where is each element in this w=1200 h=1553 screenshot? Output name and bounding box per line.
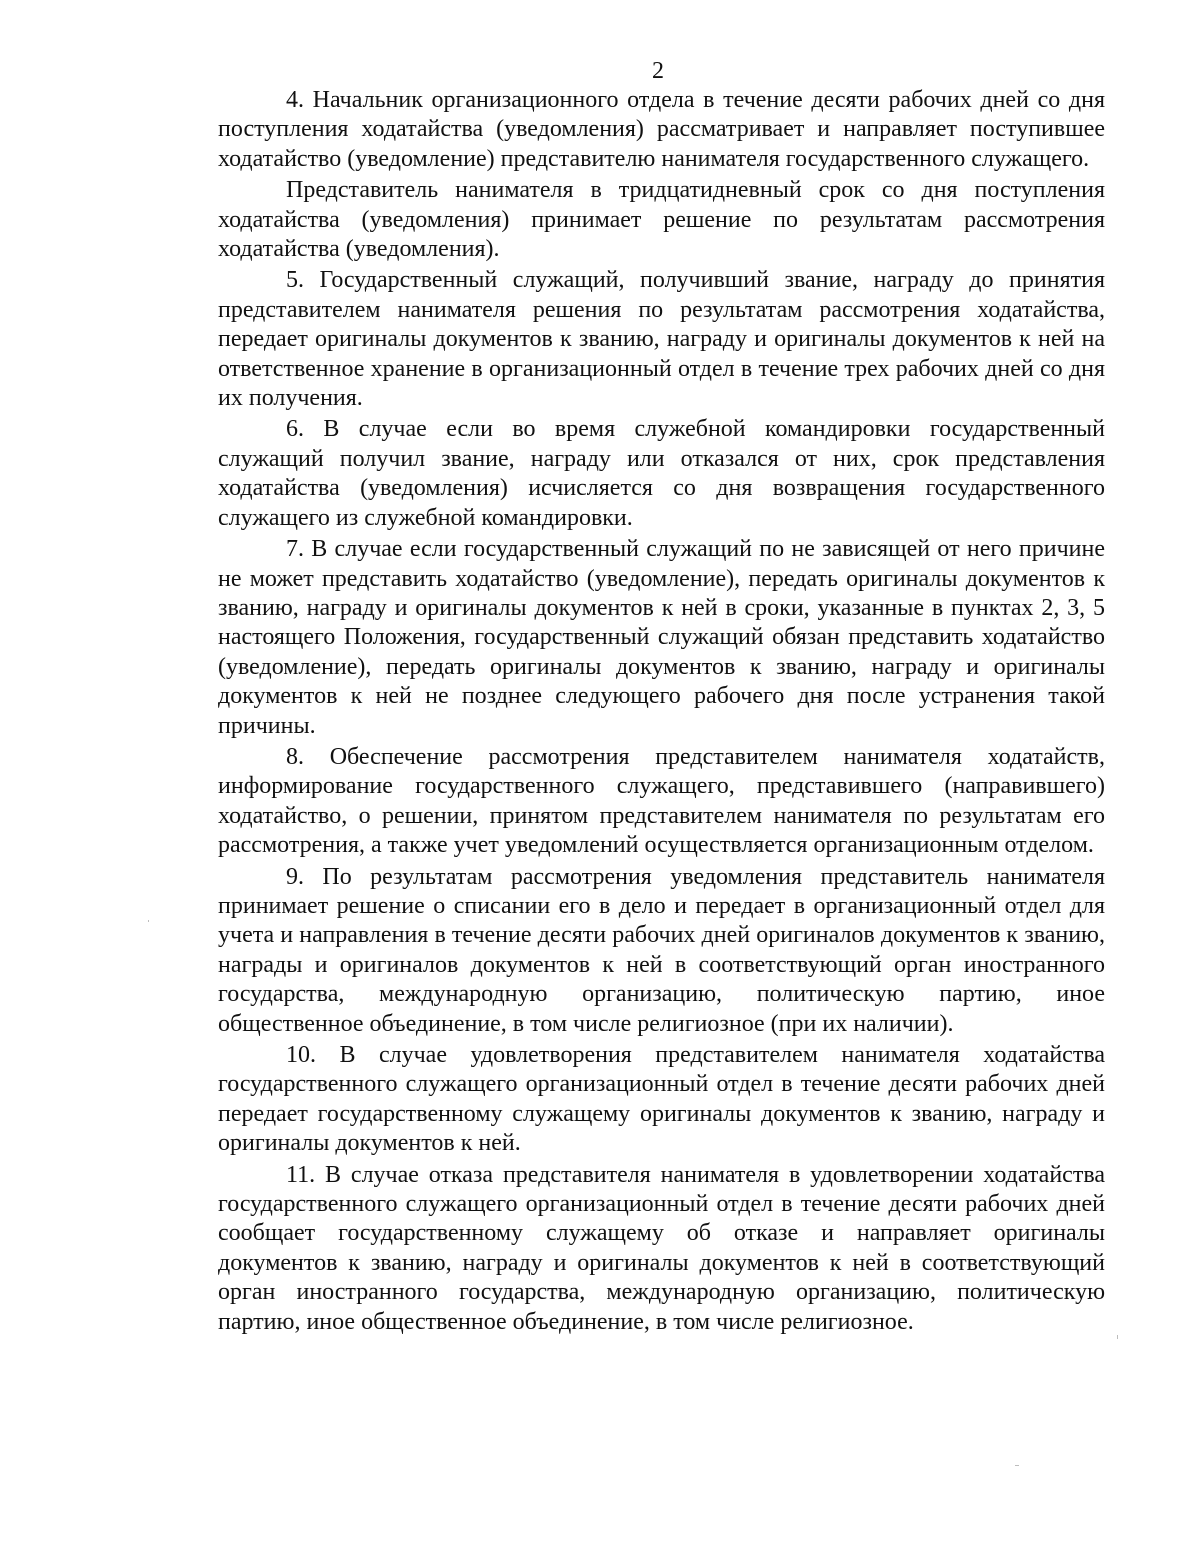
paragraph-11: 11. В случае отказа представителя нанимателя в удовлетворении ходатайства государственного служащего организационный отдел в течение десяти рабочих дней сообщает государственному служащему об отказе и направляет оригиналы документов к званию, награду и оригиналы документов к ней в соответствующий орган иностранного государства, международную организацию, политическую партию, иное общественное объединение, в том числе религиозное. [218,1161,1105,1335]
scan-speck [148,920,149,922]
paragraph-4-continued: Представитель нанимателя в тридцатидневный срок со дня поступления ходатайства (уведомления) принимает решение по результатам рассмотрения ходатайства (уведомления). [218,177,1105,263]
document-body [218,86,1105,1337]
scan-speck [1015,1465,1019,1466]
paragraph-5: 5. Государственный служащий, получивший звание, награду до принятия представителем нанимателя решения по результатам рассмотрения ходатайства, передает оригиналы документов к званию, награду и оригиналы документов к ней на ответственное хранение в организационный отдел в течение трех рабочих дней со дня их получения. [218,267,1105,412]
paragraph-7: 7. В случае если государственный служащий по не зависящей от него причине не может представить ходатайство (уведомление), передать оригиналы документов к званию, награду и оригиналы документов к ней в сроки, указанные в пунктах 2, 3, 5 настоящего Положения, государственный служащий обязан представить ходатайство (уведомление), передать оригиналы документов к званию, награду и оригиналы документов к ней не позднее следующего рабочего дня после устранения такой причины. [218,536,1105,739]
paragraph-4: 4. Начальник организационного отдела в течение десяти рабочих дней со дня поступления ходатайства (уведомления) рассматривает и направляет поступившее ходатайство (уведомление) представителю нанимателя государственного служащего. [218,87,1105,172]
paragraph-6: 6. В случае если во время служебной командировки государственный служащий получил звание, награду или отказался от них, срок представления ходатайства (уведомления) исчисляется со дня возвращения государственного служащего из служебной командировки. [218,416,1105,531]
scan-speck [1117,1335,1118,1339]
paragraph-8: 8. Обеспечение рассмотрения представителем нанимателя ходатайств, информирование государственного служащего, представившего (направившего) ходатайство, о решении, принятом представителем нанимателя по результатам его рассмотрения, а также учет уведомлений осуществляется организационным отделом. [218,743,1105,859]
paragraph-10: 10. В случае удовлетворения представителем нанимателя ходатайства государственного служащего организационный отдел в течение десяти рабочих дней передает государственному служащему оригиналы документов к званию, награду и оригиналы документов к ней. [218,1042,1105,1157]
paragraph-9: 9. По результатам рассмотрения уведомления представитель нанимателя принимает решение о списании его в дело и передает в организационный отдел для учета и направления в течение десяти рабочих дней оригиналов документов к званию, награды и оригиналов документов к ней в соответствующий орган иностранного государства, международную организацию, политическую партию, иное общественное объединение, в том числе религиозное (при их наличии). [218,863,1105,1037]
page-number: 2 [652,58,664,84]
